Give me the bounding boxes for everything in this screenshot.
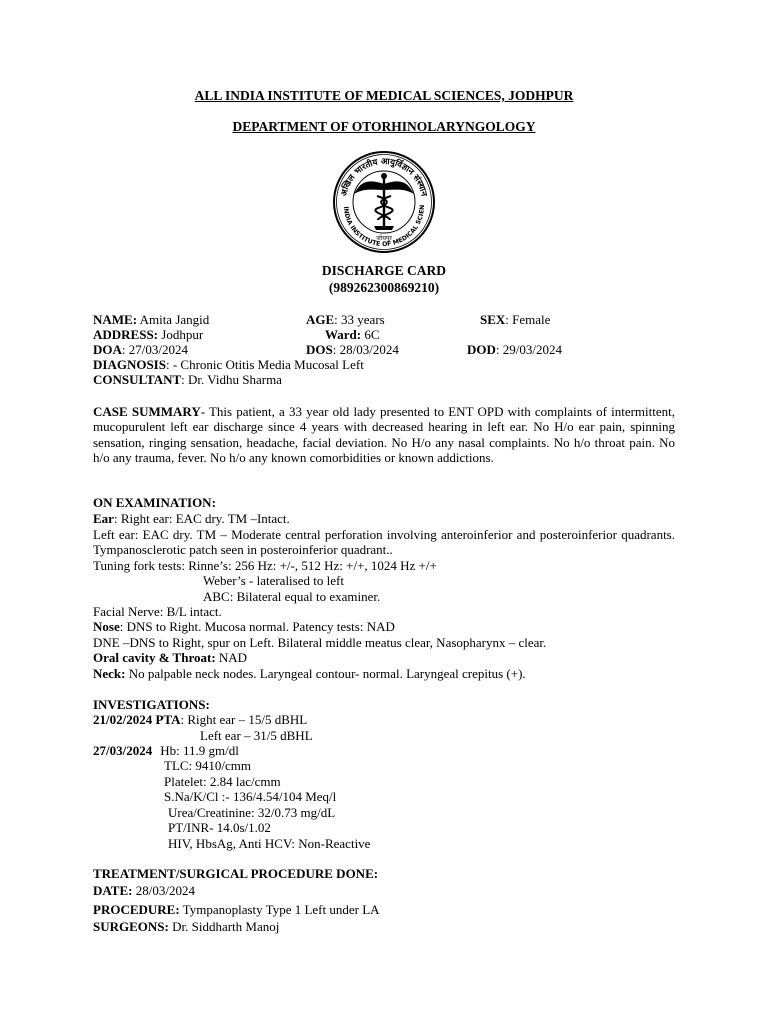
- department-title: DEPARTMENT OF OTORHINOLARYNGOLOGY: [232, 119, 536, 134]
- date-of-discharge: DOD: 29/03/2024: [467, 342, 562, 357]
- investigations-heading: INVESTIGATIONS:: [93, 697, 210, 712]
- consultant: CONSULTANT: Dr. Vidhu Sharma: [93, 372, 282, 387]
- patient-age: AGE: 33 years: [306, 312, 385, 327]
- pta-left: Left ear – 31/5 dBHL: [200, 728, 313, 743]
- card-number: (989262300869210): [328, 280, 440, 295]
- procedure-date: DATE: 28/03/2024: [93, 883, 195, 898]
- date-of-admission: DOA: 27/03/2024: [93, 342, 188, 357]
- blood-investigations-date: 27/03/2024 Hb: 11.9 gm/dl: [93, 743, 239, 758]
- aiims-logo: [332, 150, 436, 254]
- ear-right-exam: Ear: Right ear: EAC dry. TM –Intact.: [93, 511, 290, 526]
- viral-markers: HIV, HbsAg, Anti HCV: Non-Reactive: [168, 836, 371, 851]
- tlc: TLC: 9410/cmm: [164, 758, 252, 773]
- date-of-surgery: DOS: 28/03/2024: [306, 342, 399, 357]
- diagnosis: DIAGNOSIS: - Chronic Otitis Media Mucosal Left: [93, 357, 364, 372]
- patient-address: ADDRESS: Jodhpur: [93, 327, 204, 342]
- ear-left-exam: Left ear: EAC dry. TM – Moderate central perforation involving anteroinferior and posteroinferior quadrants. Tympanosclerotic patch seen in posteroinferior quadrant..: [93, 527, 675, 558]
- pta-right: 21/02/2024 PTA: Right ear – 15/5 dBHL: [93, 712, 308, 727]
- oral-cavity-exam: Oral cavity & Throat: NAD: [93, 650, 248, 665]
- svg-text:अखिल भारतीय आयुर्विज्ञान संस्थ: अखिल भारतीय आयुर्विज्ञान संस्थान: [339, 156, 429, 198]
- institute-title: ALL INDIA INSTITUTE OF MEDICAL SCIENCES, JODHPUR: [194, 88, 574, 103]
- surgeons: SURGEONS: Dr. Siddharth Manoj: [93, 919, 280, 934]
- patient-ward: Ward: 6C: [325, 327, 380, 342]
- card-title: DISCHARGE CARD: [321, 263, 447, 278]
- weber-test: Weber’s - lateralised to left: [203, 573, 344, 588]
- dne-exam: DNE –DNS to Right, spur on Left. Bilateral middle meatus clear, Nasopharynx – clear.: [93, 635, 547, 650]
- tuning-fork-tests: Tuning fork tests: Rinne’s: 256 Hz: +/-, 512 Hz: +/+, 1024 Hz +/+: [93, 558, 437, 573]
- abc-test: ABC: Bilateral equal to examiner.: [203, 589, 381, 604]
- svg-text:जोधपुर: जोधपुर: [376, 235, 392, 242]
- platelet: Platelet: 2.84 lac/cmm: [164, 774, 281, 789]
- examination-heading: ON EXAMINATION:: [93, 495, 216, 510]
- procedure: PROCEDURE: Tympanoplasty Type 1 Left under LA: [93, 902, 380, 917]
- facial-nerve: Facial Nerve: B/L intact.: [93, 604, 222, 619]
- urea-creatinine: Urea/Creatinine: 32/0.73 mg/dL: [168, 805, 336, 820]
- case-summary: CASE SUMMARY- This patient, a 33 year old lady presented to ENT OPD with complaints of intermittent, mucopurulent left ear discharge since 4 years with decreased hearing in left ear. No H/o ear pain, spinning sensation, ringing sensation, headache, facial deviation. No H/o any nasal complaints. No h/o throat pain. No h/o any trauma, fever. No h/o any known comorbidities or known addictions.: [93, 404, 675, 466]
- patient-sex: SEX: Female: [480, 312, 551, 327]
- patient-name: NAME: Amita Jangid: [93, 312, 210, 327]
- electrolytes: S.Na/K/Cl :- 136/4.54/104 Meq/l: [164, 789, 337, 804]
- svg-text:ALL INDIA INSTITUTE OF MEDICAL: INDIA INSTITUTE OF MEDICAL SCIEN: [341, 204, 427, 249]
- pt-inr: PT/INR- 14.0s/1.02: [168, 820, 271, 835]
- nose-exam: Nose: DNS to Right. Mucosa normal. Patency tests: NAD: [93, 619, 395, 634]
- caduceus-emblem-icon: [332, 150, 436, 254]
- treatment-heading: TREATMENT/SURGICAL PROCEDURE DONE:: [93, 866, 379, 881]
- neck-exam: Neck: No palpable neck nodes. Laryngeal contour- normal. Laryngeal crepitus (+).: [93, 666, 526, 681]
